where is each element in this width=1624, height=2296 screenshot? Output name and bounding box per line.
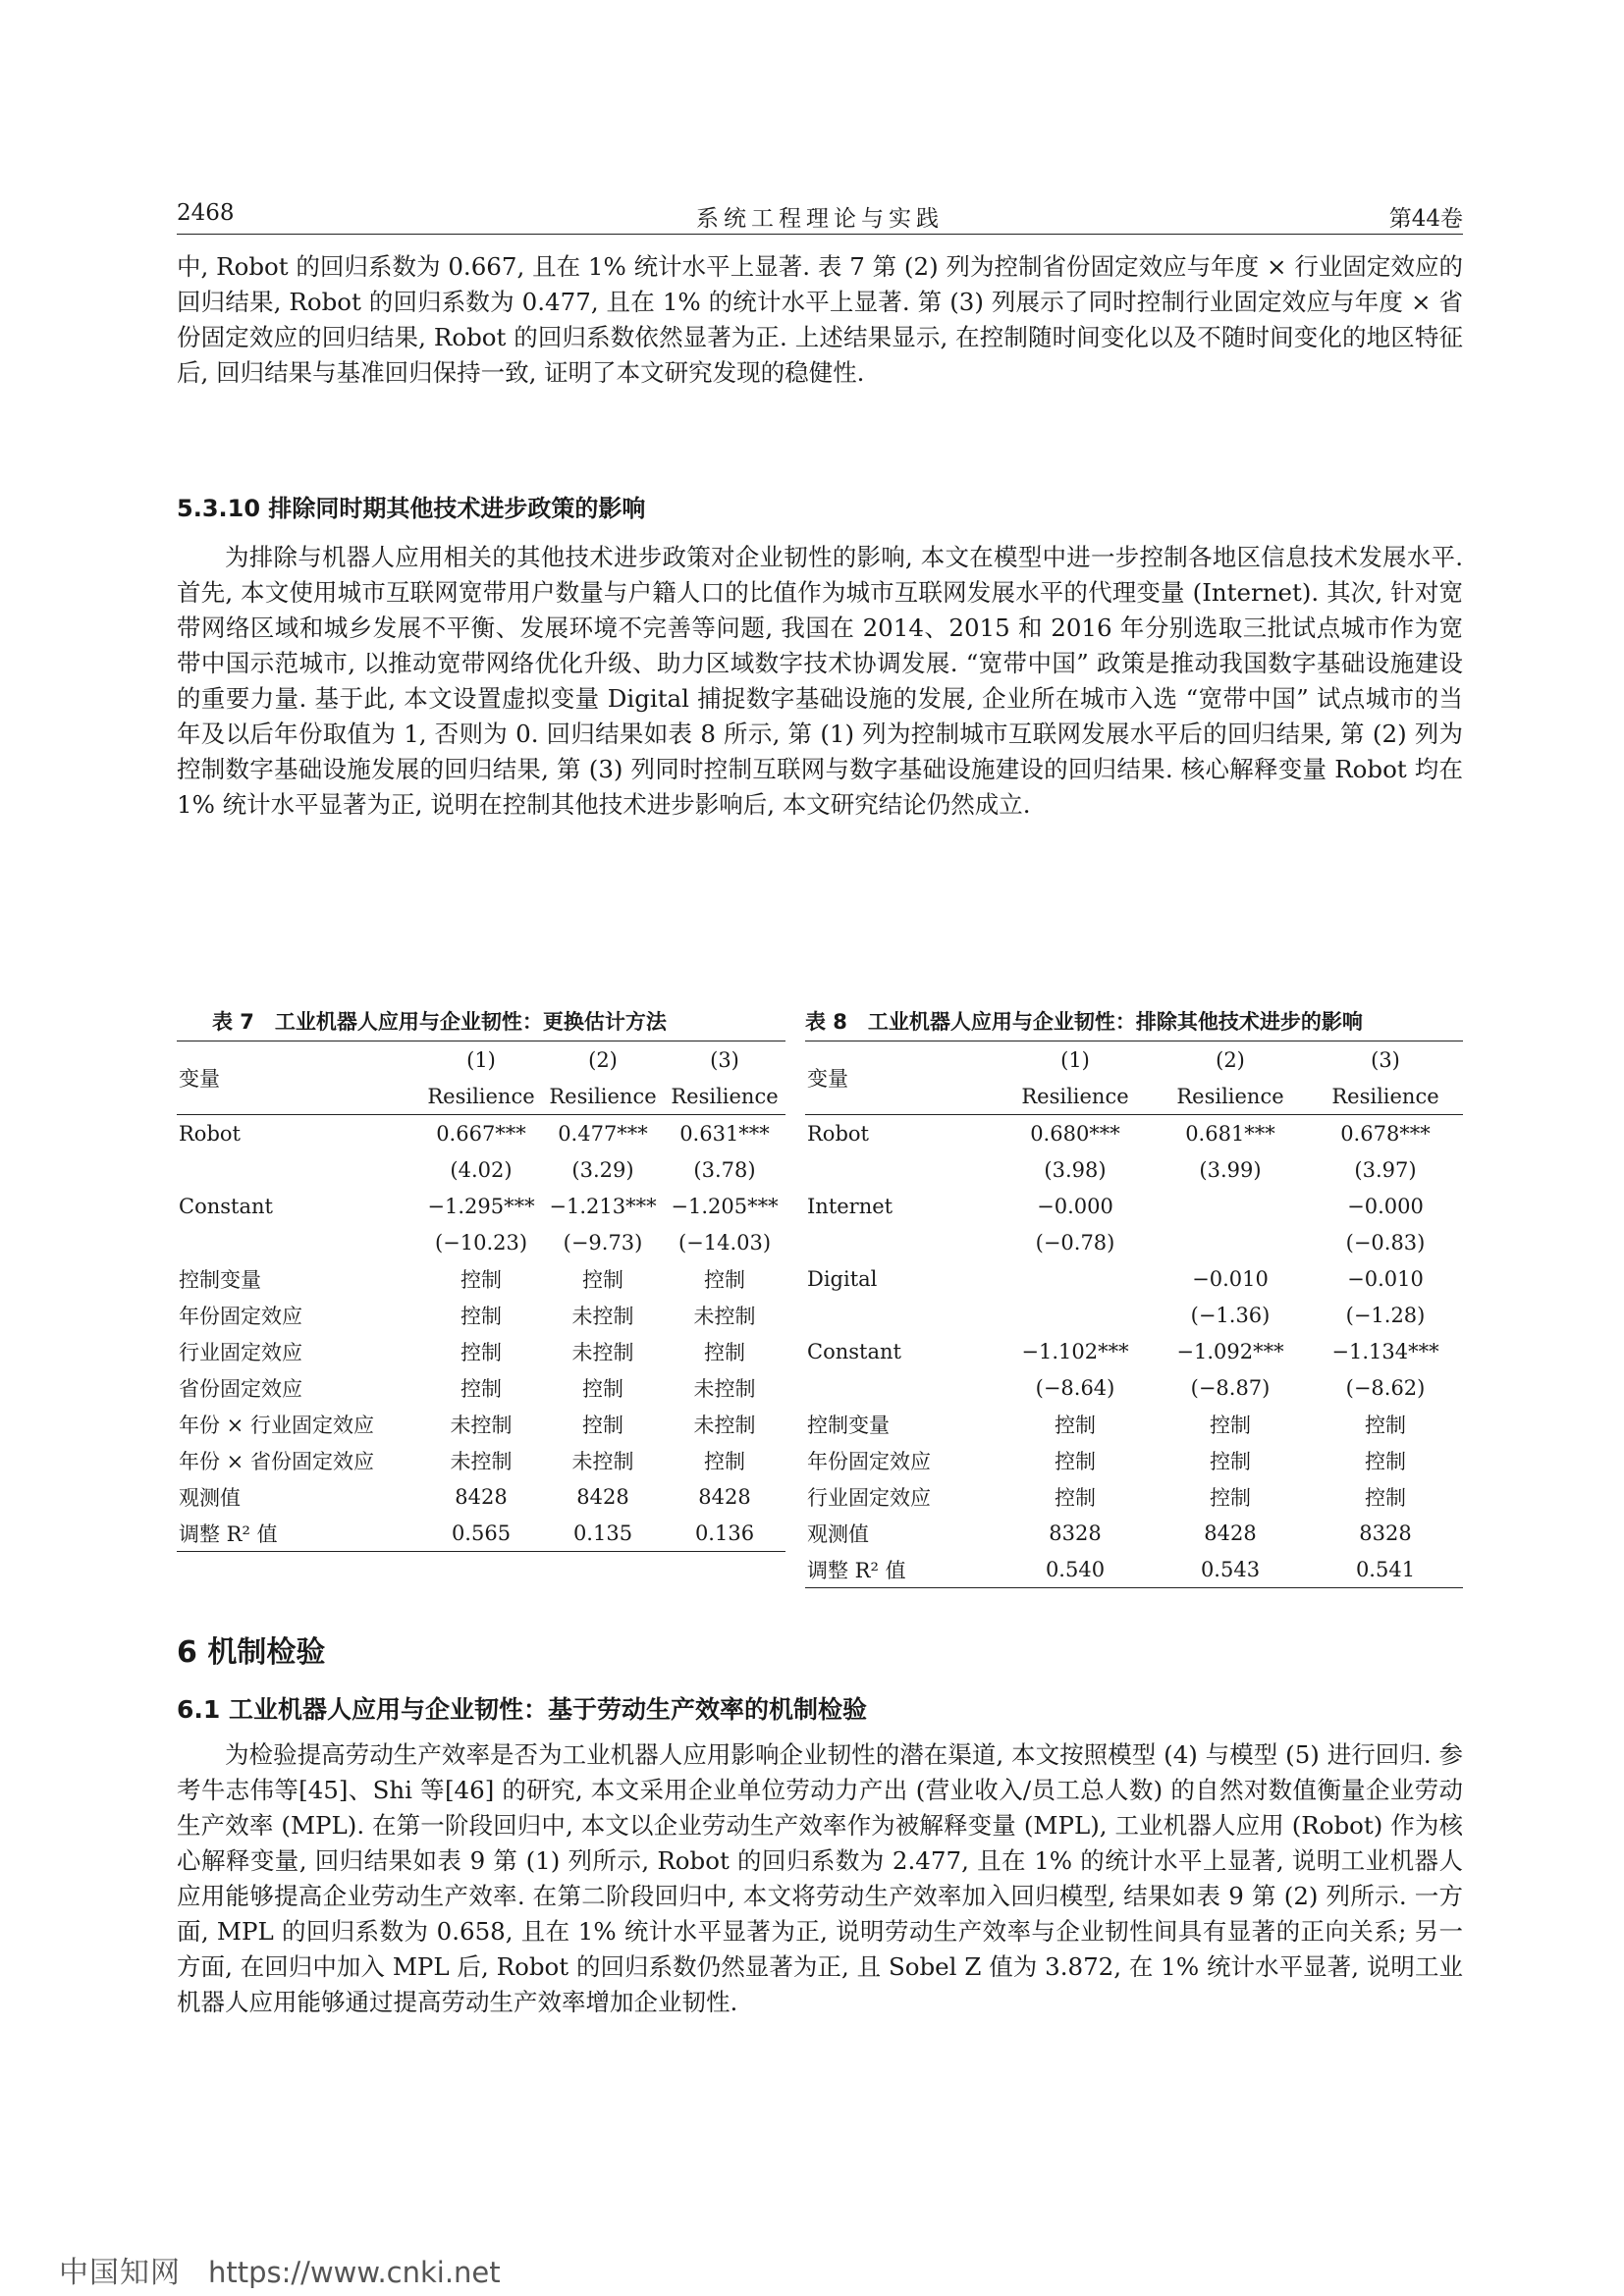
row-label: Internet xyxy=(807,1194,893,1218)
dependent-variable: Resilience xyxy=(671,1084,779,1108)
table-row xyxy=(805,1333,1463,1369)
table-cell: 控制 xyxy=(582,1376,623,1401)
paragraph-text: 中, Robot 的回归系数为 0.667, 且在 1% 统计水平上显著. 表 7 第 (2) 列为控制省份固定效应与年度 × 行业固定效应的回归结果, Robot 的回归系数为 0.477, 且在 1% 的统计水平上显著. 第 (3) 列展示了同时控制行业固定效应与年度 × 省份固定效应的回归结果, Robot 的回归系数依然显著为正. 上述结果显示, 在控制随时间变化以及不随时间变化的地区特征后, 回归结果与基准回归保持一致, 证明了本文研究发现的稳健性. xyxy=(177,252,1463,387)
table-cell: 控制 xyxy=(1055,1485,1096,1510)
table-row xyxy=(177,1478,785,1515)
table-cell: −0.000 xyxy=(1347,1194,1424,1218)
table-cell: (−0.78) xyxy=(1035,1230,1115,1255)
journal-title: 系统工程理论与实践 xyxy=(696,206,944,232)
table-cell: (−9.73) xyxy=(563,1230,643,1255)
table-row xyxy=(805,1442,1463,1478)
table-cell: 0.667*** xyxy=(420,1115,542,1152)
column-number: (3) xyxy=(664,1041,785,1079)
table-cell xyxy=(998,1297,1153,1333)
table-row xyxy=(177,1442,785,1478)
table-row xyxy=(805,1151,1463,1188)
row-label: 观测值 xyxy=(179,1485,241,1510)
dependent-variable: Resilience xyxy=(1021,1084,1129,1108)
table-cell: 0.541 xyxy=(1308,1551,1463,1588)
table-cell: 0.678*** xyxy=(1308,1115,1463,1152)
table-cell: −1.213*** xyxy=(549,1194,657,1218)
row-label xyxy=(805,1151,998,1188)
row-label: Robot xyxy=(177,1115,420,1152)
table-cell: −1.295*** xyxy=(427,1194,535,1218)
column-number: (2) xyxy=(542,1041,664,1079)
table-row xyxy=(805,1406,1463,1442)
row-label: 年份固定效应 xyxy=(807,1449,931,1473)
table-cell: 0.631*** xyxy=(664,1115,785,1152)
table-row xyxy=(805,1224,1463,1260)
table-row xyxy=(177,1333,785,1369)
table7 xyxy=(177,1041,785,1552)
table-cell: 未控制 xyxy=(571,1340,634,1364)
table-cell: 控制 xyxy=(460,1340,502,1364)
row-label: 观测值 xyxy=(807,1522,869,1546)
dependent-variable: Resilience xyxy=(1331,1084,1439,1108)
table-cell: −1.092*** xyxy=(1176,1339,1284,1363)
table-row xyxy=(177,1260,785,1297)
dependent-variable: Resilience xyxy=(549,1084,657,1108)
section-heading-5-3-10: 5.3.10 排除同时期其他技术进步政策的影响 xyxy=(177,495,646,522)
table-cell: 8428 xyxy=(698,1484,751,1509)
table-row xyxy=(177,1369,785,1406)
table8 xyxy=(805,1041,1463,1588)
row-label: 年份 × 省份固定效应 xyxy=(179,1449,374,1473)
table-cell: 未控制 xyxy=(450,1413,513,1437)
column-number: (2) xyxy=(1153,1041,1308,1079)
table-row xyxy=(177,1188,785,1224)
row-label: Robot xyxy=(805,1115,998,1152)
table-cell: 控制 xyxy=(582,1413,623,1437)
cnki-url: https://www.cnki.net xyxy=(208,2256,501,2289)
table-cell: 8328 xyxy=(1049,1521,1102,1545)
table-row xyxy=(805,1478,1463,1515)
row-label xyxy=(805,1224,998,1260)
table7-caption: 表 7 工业机器人应用与企业韧性：更换估计方法 xyxy=(212,1010,667,1034)
row-label: 控制变量 xyxy=(179,1267,261,1292)
table-cell: 0.477*** xyxy=(542,1115,664,1152)
table-cell: 0.540 xyxy=(998,1551,1153,1588)
row-label: Digital xyxy=(807,1266,878,1291)
table8-caption: 表 8 工业机器人应用与企业韧性：排除其他技术进步的影响 xyxy=(805,1010,1363,1034)
table-cell: 控制 xyxy=(1365,1485,1406,1510)
table-cell: 控制 xyxy=(1210,1449,1251,1473)
table-cell: 未控制 xyxy=(693,1304,756,1328)
table-cell: 控制 xyxy=(460,1376,502,1401)
table-cell: 控制 xyxy=(1055,1449,1096,1473)
table-cell: 0.543 xyxy=(1153,1551,1308,1588)
table-row xyxy=(177,1406,785,1442)
table-row xyxy=(177,1115,785,1152)
table-cell: 0.136 xyxy=(664,1515,785,1552)
table-cell: 未控制 xyxy=(450,1449,513,1473)
table-row xyxy=(805,1115,1463,1152)
table-cell: 控制 xyxy=(704,1267,745,1292)
table-header-row xyxy=(177,1041,785,1079)
table-cell: 0.681*** xyxy=(1153,1115,1308,1152)
table-cell: (3.78) xyxy=(693,1157,756,1182)
table-cell: −1.134*** xyxy=(1331,1339,1439,1363)
table-cell: 控制 xyxy=(460,1267,502,1292)
paragraph-mechanism xyxy=(177,1737,1463,2020)
variable-header: 变量 xyxy=(177,1041,420,1115)
table-cell: (−8.64) xyxy=(1035,1375,1115,1400)
table-cell: (4.02) xyxy=(450,1157,513,1182)
row-label xyxy=(805,1369,998,1406)
row-label: Constant xyxy=(179,1194,273,1218)
table-row xyxy=(177,1151,785,1188)
table-cell: (−8.87) xyxy=(1190,1375,1271,1400)
table-cell: (−8.62) xyxy=(1345,1375,1426,1400)
row-label: 调整 R² 值 xyxy=(805,1551,998,1588)
table-cell: (3.98) xyxy=(1044,1157,1107,1182)
page-number: 2468 xyxy=(177,200,235,226)
table-cell: 0.565 xyxy=(420,1515,542,1552)
table-cell: 8428 xyxy=(576,1484,629,1509)
table-cell: 控制 xyxy=(704,1449,745,1473)
table-cell: 控制 xyxy=(704,1340,745,1364)
section-heading-6-1: 6.1 工业机器人应用与企业韧性：基于劳动生产效率的机制检验 xyxy=(177,1695,867,1724)
table-cell: 未控制 xyxy=(571,1449,634,1473)
paragraph-text: 为排除与机器人应用相关的其他技术进步政策对企业韧性的影响, 本文在模型中进一步控制各地区信息技术发展水平. 首先, 本文使用城市互联网宽带用户数量与户籍人口的比值作为城市互联网发展水平的代理变量 (Internet). 其次, 针对宽带网络区域和城乡发展不平衡、发展环境不完善等问题, 我国在 2014、2015 和 2016 年分别选取三批试点城市作为宽带中国示范城市, 以推动宽带网络优化升级、助力区域数字技术协调发展. “宽带中国” 政策是推动我国数字基础设施建设的重要力量. 基于此, 本文设置虚拟变量 Digital 捕捉数字基础设施的发展, 企业所在城市入选 “宽带中国” 试点城市的当年及以后年份取值为 1, 否则为 0. 回归结果如表 8 所示, 第 (1) 列为控制城市互联网发展水平后的回归结果, 第 (2) 列为控制数字基础设施发展的回归结果, 第 (3) 列同时控制互联网与数字基础设施建设的回归结果. 核心解释变量 Robot 均在 1% 统计水平显著为正, 说明在控制其他技术进步影响后, 本文研究结论仍然成立. xyxy=(177,543,1463,819)
table-row xyxy=(805,1369,1463,1406)
cnki-brand: 中国知网 xyxy=(59,2256,181,2290)
dependent-variable: Resilience xyxy=(427,1084,535,1108)
table-cell: (−1.36) xyxy=(1190,1303,1271,1327)
watermark-footer xyxy=(59,2248,501,2291)
table-cell: 未控制 xyxy=(693,1376,756,1401)
table-cell: −0.010 xyxy=(1347,1266,1424,1291)
row-label xyxy=(805,1297,998,1333)
row-label: 省份固定效应 xyxy=(179,1376,302,1401)
table-cell: 未控制 xyxy=(693,1413,756,1437)
section-heading-6: 6 机制检验 xyxy=(177,1635,326,1670)
table-cell: (−14.03) xyxy=(677,1230,772,1255)
table-row xyxy=(177,1297,785,1333)
row-label xyxy=(177,1224,420,1260)
row-label: 年份 × 行业固定效应 xyxy=(179,1413,374,1437)
table-cell: 控制 xyxy=(460,1304,502,1328)
paragraph-tech-policy xyxy=(177,540,1463,823)
running-header xyxy=(177,192,1463,235)
column-number: (1) xyxy=(420,1041,542,1079)
table-row xyxy=(805,1551,1463,1588)
row-label: 年份固定效应 xyxy=(179,1304,302,1328)
table-cell: (−10.23) xyxy=(434,1230,528,1255)
volume-label: 第44卷 xyxy=(1388,206,1463,232)
table-cell: 8428 xyxy=(455,1484,508,1509)
table-cell: 未控制 xyxy=(571,1304,634,1328)
table-cell xyxy=(1153,1188,1308,1224)
table-cell: 8428 xyxy=(1204,1521,1257,1545)
table-row xyxy=(805,1260,1463,1297)
column-number: (1) xyxy=(998,1041,1153,1079)
paragraph-text: 为检验提高劳动生产效率是否为工业机器人应用影响企业韧性的潜在渠道, 本文按照模型 (4) 与模型 (5) 进行回归. 参考牛志伟等[45]、Shi 等[46] 的研究, 本文采用企业单位劳动力产出 (营业收入/员工总人数) 的自然对数值衡量企业劳动生产效率 (MPL). 在第一阶段回归中, 本文以企业劳动生产效率作为被解释变量 (MPL), 工业机器人应用 (Robot) 作为核心解释变量, 回归结果如表 9 第 (1) 列所示, Robot 的回归系数为 2.477, 且在 1% 的统计水平上显著, 说明工业机器人应用能够提高企业劳动生产效率. 在第二阶段回归中, 本文将劳动生产效率加入回归模型, 结果如表 9 第 (2) 列所示. 一方面, MPL 的回归系数为 0.658, 且在 1% 统计水平显著为正, 说明劳动生产效率与企业韧性间具有显著的正向关系; 另一方面, 在回归中加入 MPL 后, Robot 的回归系数仍然显著为正, 且 Sobel Z 值为 3.872, 在 1% 统计水平显著, 说明工业机器人应用能够通过提高劳动生产效率增加企业韧性. xyxy=(177,1740,1463,2016)
table-cell: (−1.28) xyxy=(1345,1303,1426,1327)
table-cell: −1.102*** xyxy=(1021,1339,1129,1363)
row-label: 控制变量 xyxy=(807,1413,890,1437)
table-cell: 控制 xyxy=(582,1267,623,1292)
column-number: (3) xyxy=(1308,1041,1463,1079)
table-cell xyxy=(1153,1224,1308,1260)
table-cell: −1.205*** xyxy=(671,1194,779,1218)
table-cell: (−0.83) xyxy=(1345,1230,1426,1255)
table-cell: 控制 xyxy=(1210,1413,1251,1437)
table-cell: 0.135 xyxy=(542,1515,664,1552)
row-label xyxy=(177,1151,420,1188)
table-cell: −0.010 xyxy=(1192,1266,1269,1291)
table-cell: 0.680*** xyxy=(998,1115,1153,1152)
table-row xyxy=(177,1515,785,1552)
table-cell: (3.99) xyxy=(1199,1157,1262,1182)
table-cell: 控制 xyxy=(1055,1413,1096,1437)
table-cell xyxy=(998,1260,1153,1297)
table-row xyxy=(805,1515,1463,1551)
table-row xyxy=(177,1224,785,1260)
table-row xyxy=(805,1297,1463,1333)
paragraph-robustness xyxy=(177,249,1463,391)
table-cell: 控制 xyxy=(1365,1413,1406,1437)
table-cell: 8328 xyxy=(1359,1521,1412,1545)
table-cell: (3.97) xyxy=(1354,1157,1417,1182)
row-label: 调整 R² 值 xyxy=(177,1515,420,1552)
table-cell: 控制 xyxy=(1365,1449,1406,1473)
dependent-variable: Resilience xyxy=(1176,1084,1284,1108)
row-label: Constant xyxy=(807,1339,901,1363)
variable-header: 变量 xyxy=(805,1041,998,1115)
table-row xyxy=(805,1188,1463,1224)
row-label: 行业固定效应 xyxy=(807,1485,931,1510)
table-cell: 控制 xyxy=(1210,1485,1251,1510)
table-cell: −0.000 xyxy=(1037,1194,1113,1218)
table-header-row xyxy=(805,1041,1463,1079)
row-label: 行业固定效应 xyxy=(179,1340,302,1364)
table-cell: (3.29) xyxy=(571,1157,634,1182)
